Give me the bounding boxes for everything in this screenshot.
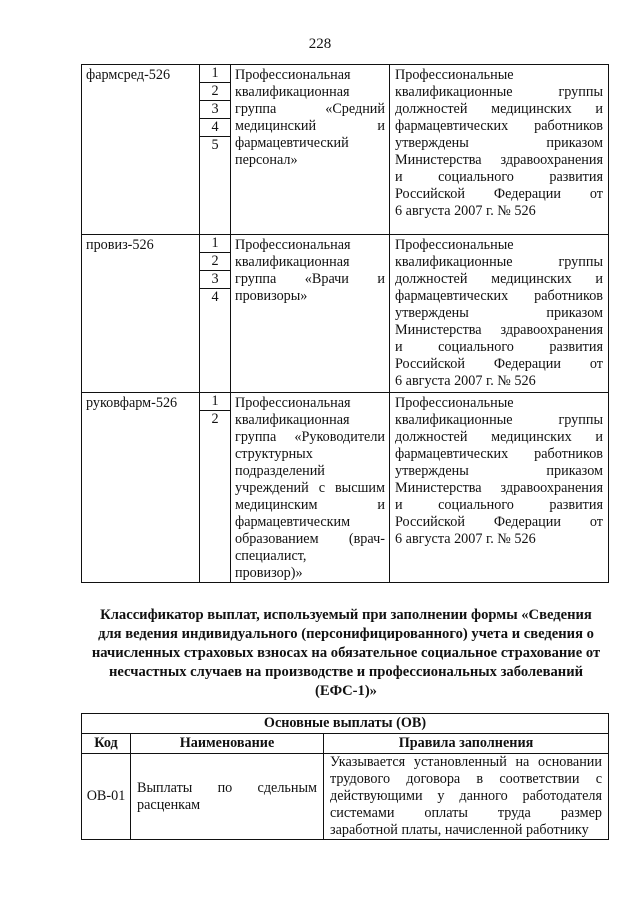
approval-document-line: должностей медицинских и [395, 101, 603, 117]
group-code: фармсред-526 [82, 65, 200, 235]
group-name-line: специалист, [235, 548, 307, 564]
payment-rule-line: системами оплаты труда размер [330, 805, 602, 821]
classifier-title-line: начисленных страховых взносах на обязательное социальное страхование от [91, 645, 601, 661]
group-name [231, 393, 390, 583]
group-name-line: структурных [235, 446, 313, 462]
level-number: 1 [200, 235, 230, 253]
classifier-title-line: несчастных случаев на производстве и профессиональных заболеваний [108, 664, 584, 680]
approval-document-line: и социального развития [395, 169, 603, 185]
group-name-line: фармацевтический [235, 135, 349, 151]
approval-document-line: Министерства здравоохранения [395, 480, 603, 496]
approval-document-line: квалификационные группы [395, 84, 603, 100]
group-name [231, 65, 390, 235]
table-row [82, 754, 609, 840]
approval-document-line: утверждены приказом [395, 463, 603, 479]
approval-document-line: должностей медицинских и [395, 429, 603, 445]
approval-document-line: квалификационные группы [395, 412, 603, 428]
group-name-line: медицинский и [235, 118, 385, 134]
level-number: 4 [211, 289, 219, 305]
payment-rules [324, 754, 609, 840]
group-name-line: учреждений с высшим [235, 480, 385, 496]
approval-document-line: 6 августа 2007 г. № 526 [395, 373, 536, 389]
group-name-line: группа «Врачи и [235, 271, 385, 287]
table-row [82, 65, 609, 235]
approval-document-line: Российской Федерации от [395, 514, 603, 530]
payment-name [131, 754, 324, 840]
column-header-name: Наименование [131, 734, 324, 754]
approval-document [390, 65, 609, 235]
approval-document-line: должностей медицинских и [395, 271, 603, 287]
approval-document [390, 393, 609, 583]
approval-document-line: фармацевтических работников [395, 446, 603, 462]
payment-rule-line: заработной платы, начисленной работнику [330, 822, 589, 838]
payment-name-line: Выплаты по сдельным [137, 779, 317, 796]
group-name-line: провизор)» [235, 565, 303, 581]
approval-document-line: утверждены приказом [395, 305, 603, 321]
approval-document-line: фармацевтических работников [395, 288, 603, 304]
classifier-title-line: для ведения индивидуального (персонифицированного) учета и сведения о [98, 626, 594, 642]
group-name-line: группа «Руководители [235, 429, 385, 445]
payment-code: ОВ-01 [82, 754, 131, 840]
approval-document-line: и социального развития [395, 497, 603, 513]
group-name-line: квалификационная [235, 254, 350, 270]
column-header-rules: Правила заполнения [324, 734, 609, 754]
approval-document-line: 6 августа 2007 г. № 526 [395, 531, 536, 547]
payment-rule-line: трудового договора в соответствии с [330, 771, 602, 787]
group-name-line: персонал» [235, 152, 298, 168]
group-name-line: Профессиональная [235, 237, 351, 253]
level-number: 4 [200, 119, 230, 137]
approval-document-line: утверждены приказом [395, 135, 603, 151]
approval-document-line: фармацевтических работников [395, 118, 603, 134]
table-row [82, 393, 609, 583]
approval-document-line: и социального развития [395, 339, 603, 355]
level-number: 3 [200, 271, 230, 289]
level-numbers [200, 235, 231, 393]
approval-document-line: Профессиональные [395, 67, 514, 83]
approval-document-line: Министерства здравоохранения [395, 152, 603, 168]
page-number: 228 [308, 36, 332, 52]
level-number: 5 [211, 137, 219, 153]
column-header-code: Код [82, 734, 131, 754]
approval-document-line: 6 августа 2007 г. № 526 [395, 203, 536, 219]
group-name-line: Профессиональная [235, 395, 351, 411]
group-name-line: фармацевтическим [235, 514, 351, 530]
group-name [231, 235, 390, 393]
section-header: Основные выплаты (ОВ) [82, 714, 609, 734]
approval-document-line: Министерства здравоохранения [395, 322, 603, 338]
group-name-line: медицинским и [235, 497, 385, 513]
level-numbers [200, 393, 231, 583]
group-code: провиз-526 [82, 235, 200, 393]
group-name-line: квалификационная [235, 84, 350, 100]
approval-document-line: Профессиональные [395, 237, 514, 253]
payment-rule-line: действующими у данного работодателя [330, 788, 602, 804]
group-name-line: квалификационная [235, 412, 350, 428]
payments-classifier-table [81, 713, 609, 840]
level-number: 1 [200, 65, 230, 83]
group-name-line: группа «Средний [235, 101, 385, 117]
approval-document [390, 235, 609, 393]
payment-name-line: расценкам [137, 796, 201, 813]
group-name-line: образованием (врач- [235, 531, 385, 547]
group-name-line: Профессиональная [235, 67, 351, 83]
level-number: 2 [211, 411, 219, 427]
approval-document-line: Профессиональные [395, 395, 514, 411]
classifier-title-line: Классификатор выплат, используемый при заполнении формы «Сведения [100, 607, 592, 623]
classifier-title [78, 606, 614, 701]
approval-document-line: Российской Федерации от [395, 356, 603, 372]
group-code: руковфарм-526 [82, 393, 200, 583]
group-name-line: подразделений [235, 463, 325, 479]
approval-document-line: Российской Федерации от [395, 186, 603, 202]
level-numbers [200, 65, 231, 235]
level-number: 2 [200, 253, 230, 271]
payment-rule-line: Указывается установленный на основании [330, 754, 602, 770]
level-number: 2 [200, 83, 230, 101]
classifier-title-line: (ЕФС-1)» [315, 683, 377, 699]
table-row [82, 235, 609, 393]
qualification-groups-table [81, 64, 609, 583]
level-number: 1 [200, 393, 230, 411]
group-name-line: провизоры» [235, 288, 308, 304]
approval-document-line: квалификационные группы [395, 254, 603, 270]
level-number: 3 [200, 101, 230, 119]
